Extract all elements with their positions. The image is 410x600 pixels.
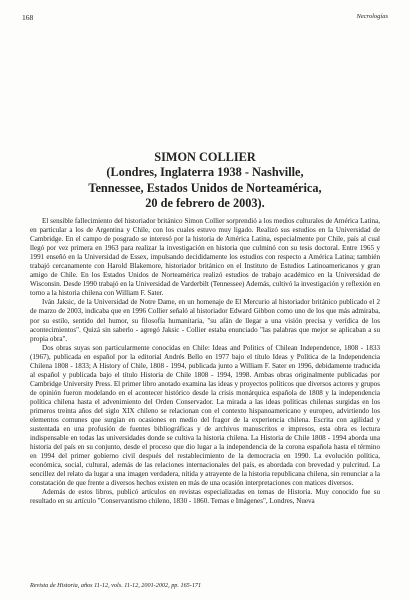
running-head: Necrologías: [356, 13, 388, 20]
article-title: [40, 150, 370, 211]
page-footer: Revista de Historia, años 11-12, vols. 11-12, 2001-2002, pp. 165-171: [30, 582, 202, 589]
page-number: 168: [22, 13, 34, 22]
page-header: [22, 13, 388, 25]
title-line: SIMON COLLIER: [154, 150, 256, 164]
body-paragraph: El sensible fallecimiento del historiador británico Simon Collier sorprendió a los medios culturales de América Latina, en particular a los de Argentina y Chile, con los cuales estuvo muy ligado. Realizó sus estudios en la Universidad de Cambridge. En el campo de posgrado se interesó por la historia de América Latina, especialmente por Chile, país al cual llegó por vez primera en 1963 para realizar la investigación en historia que culminó con su tesis doctoral. Entre 1965 y 1991 enseñó en la Universidad de Essex, impulsando decididamente los estudios con respecto a América Latina; también trabajó cercanamente con Harold Blakemore, historiador británico en el Instituto de Estudios Latinoamericanos y gran amigo de Chile. En los Estados Unidos de Norteamérica realizó estudios de trabajo académico en la Universidad de Wisconsin. Desde 1990 trabajó en la Universidad de Varderbilt (Tennessee) Además, cultivó la investigación y reflexión en torno a la historia chilena con William F. Sater.: [30, 217, 380, 298]
title-line: (Londres, Inglaterra 1938 - Nashville,: [106, 165, 304, 180]
article-body: [30, 217, 380, 507]
body-paragraph: Además de estos libros, publicó artículos en revistas especializadas en temas de Historia. Muy conocido fue su resultado en su artículo "Conservantismo chileno, 1830 - 1860. Temas e Imágenes", Londres, Nueva: [30, 488, 380, 506]
title-line: 20 de febrero de 2003).: [145, 195, 265, 210]
title-line: Tennessee, Estados Unidos de Norteamérica,: [88, 180, 322, 195]
body-paragraph: Dos obras suyas son particularmente conocidas en Chile: Ideas and Politics of Chilean Independence, 1808 - 1833 (1967), publicada en español por la editorial Andrés Bello en 1977 bajo el título Ideas y Política de la Independencia Chilena 1808 - 1833; A History of Chile, 1808 - 1994, publicada junto a William F. Sater en 1996, debidamente traducida al español y publicada bajo el título Historia de Chile 1808 - 1994, 1998. Ambas obras originalmente publicadas por Cambridge University Press. El primer libro anotado examina las ideas y proyectos políticos que diversos actores y grupos de opinión fueron modelando en el acontecer histórico desde la crisis monárquica española de 1808 y la independencia política chilena hasta el advenimiento del Orden Conservador. La mirada a las ideas políticas chilenas surgidas en los primeros treinta años del siglo XIX chileno se relacionan con el contexto hispanoamericano y europeo, advirtiendo los elementos comunes que surgían en ocasiones en medio del fragor de la experiencia chilena. Escrita con agilidad y sustentada en una profusión de fuentes bibliográficas y de archivos manuscritos e impresos, esta obra es lectura indispensable en todas las universidades donde se cultiva la historia chilena. La Historia de Chile 1808 - 1994 aborda una historia del país en su conjunto, desde el proceso que dio lugar a la independencia de la corona española hasta el término en 1994 del primer gobierno civil después del restablecimiento de la democracia en 1990. La evolución política, económica, social, cultural, además de las relaciones internacionales del país, es abordada con brevedad y pulcritud. La sencillez del relato da lugar a una imagen verdadera, nítida y atrayente de la historia republicana chilena, sin renunciar a la constatación de que frente a diversos hechos existen en más de una ocasión interpretaciones con matices diversos.: [30, 343, 380, 488]
body-paragraph: Iván Jaksic, de la Universidad de Notre Dame, en un homenaje de El Mercurio al historiador británico publicado el 2 de marzo de 2003, indicaba que en 1996 Collier señaló al historiador Edward Gibbon como uno de los que más admiraba, por su estilo, sentido del humor, su filosofía humanitaria, "su afán de llegar a una visión precisa y verídica de los acontecimientos". Quizá sin saberlo - agregó Jaksic - Collier estaba enunciado "las palabras que mejor se aplicaban a su propia obra".: [30, 298, 380, 343]
